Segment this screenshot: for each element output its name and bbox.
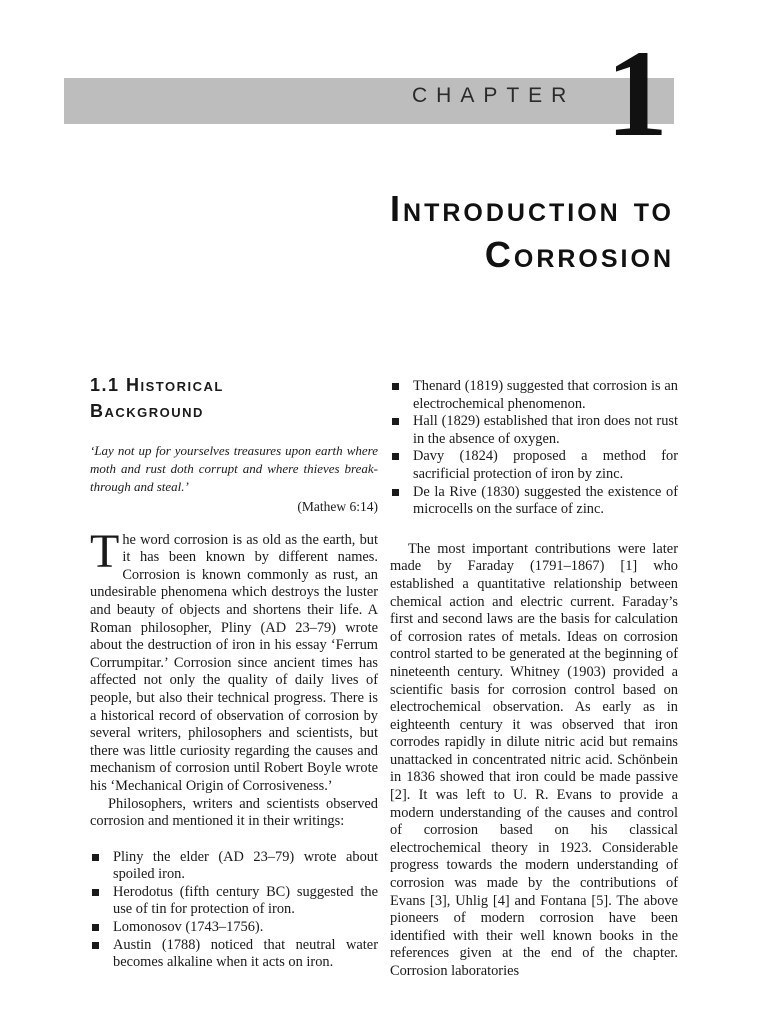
- chapter-banner: [64, 78, 674, 124]
- right-column: [390, 378, 678, 981]
- list-item: Thenard (1819) suggested that corrosion is an electrochemical phenomenon.: [390, 378, 678, 413]
- list-item: Lomonosov (1743–1756).: [90, 919, 378, 937]
- chapter-title-line-2: Corrosion: [484, 234, 674, 275]
- bullet-square-icon: [392, 489, 399, 496]
- bullet-square-icon: [392, 453, 399, 460]
- list-item: Herodotus (fifth century BC) suggested the use of tin for protection of iron.: [90, 884, 378, 919]
- writings-paragraph: Philosophers, writers and scientists observed corrosion and mentioned it in their writings:: [90, 795, 378, 830]
- bullet-square-icon: [92, 889, 99, 896]
- list-item: Austin (1788) noticed that neutral water becomes alkaline when it acts on iron.: [90, 937, 378, 972]
- section-heading-line-1: 1.1 Historical: [90, 375, 224, 395]
- section-heading: [90, 372, 378, 424]
- left-column: [90, 372, 378, 972]
- historical-bullet-list-left: [90, 849, 378, 972]
- section-heading-line-2: Background: [90, 401, 204, 421]
- epigraph-quote: ‘Lay not up for yourselves treasures upon earth where moth and rust doth corrupt and where thieves break-through and steal.’: [90, 443, 378, 494]
- list-item: De la Rive (1830) suggested the existence of microcells on the surface of zinc.: [390, 484, 678, 519]
- epigraph-citation: (Mathew 6:14): [297, 499, 378, 514]
- bullet-square-icon: [92, 942, 99, 949]
- historical-bullet-list-right: [390, 378, 678, 519]
- intro-paragraph-text: he word corrosion is as old as the earth, but it has been known by different names. Corrosion is known commonly as rust, an undesirable phenomena which destroys the luster and beauty of objects and shortens their life. A Roman philosopher, Pliny (AD 23–79) wrote about the destruction of iron in his essay ‘Ferrum Corrumpitar.’ Corrosion since ancient times has affected not only the quality of daily lives of people, but also their technical progress. There is a historical record of observation of corrosion by several writers, philosophers and scientists, but there was little curiosity regarding the causes and mechanism of corrosion until Robert Boyle wrote his ‘Mechanical Origin of Corrosiveness.’: [90, 531, 378, 794]
- bullet-square-icon: [92, 924, 99, 931]
- chapter-number: 1: [606, 25, 668, 162]
- bullet-square-icon: [392, 418, 399, 425]
- chapter-label: CHAPTER: [412, 84, 576, 107]
- list-item: Davy (1824) proposed a method for sacrificial protection of iron by zinc.: [390, 448, 678, 483]
- list-item: Pliny the elder (AD 23–79) wrote about spoiled iron.: [90, 849, 378, 884]
- drop-cap: T: [90, 524, 120, 578]
- chapter-title: [390, 186, 674, 278]
- list-item: Hall (1829) established that iron does not rust in the absence of oxygen.: [390, 413, 678, 448]
- bullet-square-icon: [392, 383, 399, 390]
- chapter-title-line-1: Introduction to: [390, 188, 674, 229]
- intro-paragraph: [90, 524, 378, 796]
- contributions-paragraph: The most important contributions were later made by Faraday (1791–1867) [1] who established a quantitative relationship between chemical action and electric current. Faraday’s first and second laws are the basis for calculation of corrosion rates of metals. Ideas on corrosion control started to be generated at the beginning of nineteenth century. Whitney (1903) provided a scientific basis for corrosion control based on electrochemical observation. As early as in eighteenth century it was observed that iron corrodes rapidly in dilute nitric acid but remains unattacked in concentrated nitric acid. Schönbein in 1836 showed that iron could be made passive [2]. It was left to U. R. Evans to provide a modern understanding of the causes and control of corrosion based on his classical electrochemical theory in 1923. Considerable progress towards the modern understanding of corrosion was made by the contributions of Evans [3], Uhlig [4] and Fontana [5]. The above pioneers of modern corrosion have been identified with their well known books in the references given at the end of the chapter. Corrosion laboratories: [390, 540, 678, 979]
- bullet-square-icon: [92, 854, 99, 861]
